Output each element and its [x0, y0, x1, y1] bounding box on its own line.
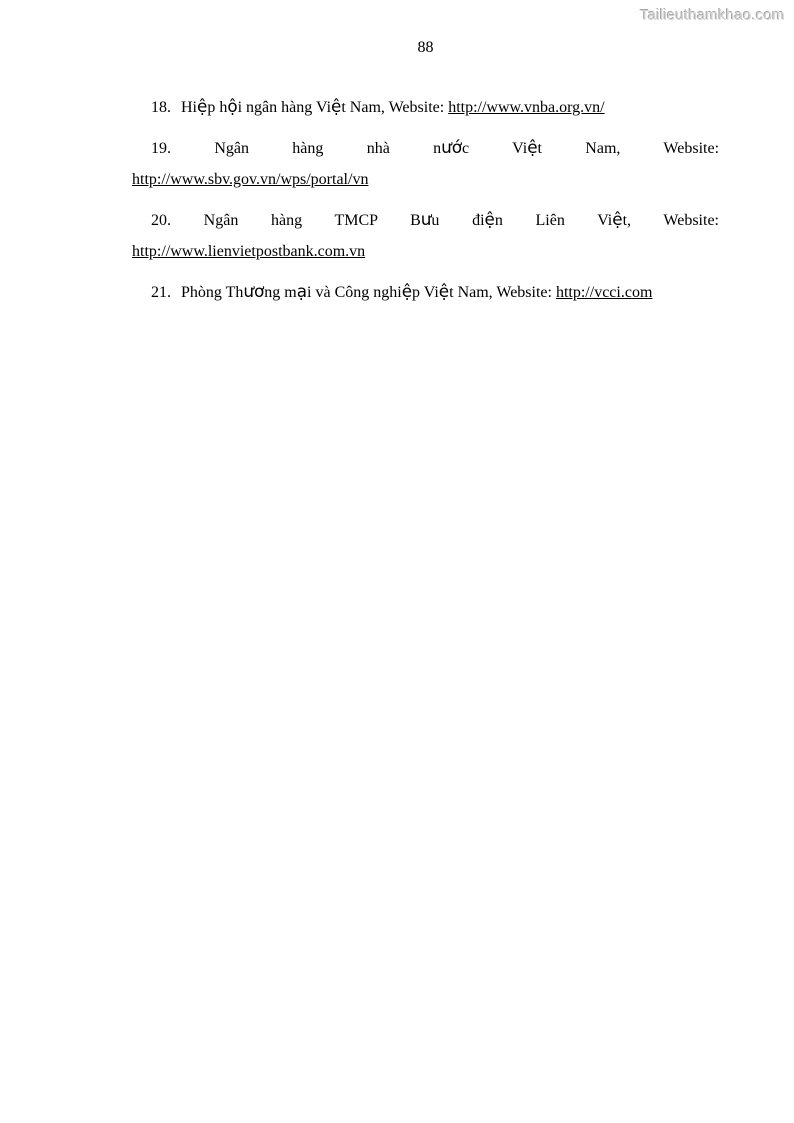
reference-line [132, 91, 719, 123]
reference-text: ệ [438, 281, 450, 301]
reference-text: ệ [484, 209, 495, 229]
reference-text: ướ [441, 137, 463, 157]
reference-link[interactable]: http://vcci.com [555, 284, 653, 301]
reference-line [132, 276, 719, 308]
reference-text: ư [420, 209, 432, 229]
reference-text: Phòng Th [181, 284, 244, 301]
reference-item [132, 132, 719, 195]
reference-item [132, 204, 719, 267]
reference-number: 20. [151, 212, 171, 229]
reference-text: ệ [401, 281, 413, 301]
reference-number: 19. [151, 140, 171, 157]
reference-text: i ngân hàng Vi [237, 99, 332, 116]
reference-link-line [132, 236, 719, 267]
reference-text: ươ [243, 281, 265, 301]
reference-text: ng m [264, 284, 297, 301]
reference-line [132, 204, 719, 236]
reference-text: t Nam, Website: [449, 284, 556, 301]
reference-item [132, 276, 719, 308]
reference-text: Hi [181, 99, 197, 116]
reference-text: ệ [331, 96, 342, 116]
reference-text: ệ [197, 96, 208, 116]
reference-link[interactable]: http://www.lienvietpostbank.com.vn [132, 243, 366, 260]
reference-text: p h [207, 99, 228, 116]
reference-text: n Liên Vi [494, 212, 613, 229]
reference-link[interactable]: http://www.vnba.org.vn/ [448, 99, 605, 116]
reference-link-line [132, 164, 719, 195]
reference-line [132, 132, 719, 164]
reference-text: Ngân hàng nhà n [214, 140, 442, 157]
reference-text: t Nam, Website: [341, 99, 449, 116]
reference-text: ệ [527, 137, 538, 157]
reference-text: Ngân hàng TMCP B [203, 212, 421, 229]
reference-text: t Nam, Website: [537, 140, 720, 157]
reference-number: 18. [151, 99, 171, 116]
reference-text: ạ [296, 281, 308, 301]
reference-text: c Vi [462, 140, 528, 157]
reference-text: u đi [431, 212, 485, 229]
page-number: 88 [417, 39, 434, 56]
reference-text: p Vi [412, 284, 439, 301]
reference-number: 21. [151, 284, 171, 301]
watermark: Tailieuthamkhao.com [640, 7, 785, 24]
references-list [132, 91, 719, 308]
reference-item [132, 91, 719, 123]
reference-text: ệ [612, 209, 623, 229]
reference-link[interactable]: http://www.sbv.gov.vn/wps/portal/vn [132, 171, 369, 188]
reference-text: ộ [227, 96, 238, 116]
reference-text: t, Website: [622, 212, 719, 229]
reference-text: i và Công nghi [307, 284, 402, 301]
page-content [132, 38, 719, 308]
